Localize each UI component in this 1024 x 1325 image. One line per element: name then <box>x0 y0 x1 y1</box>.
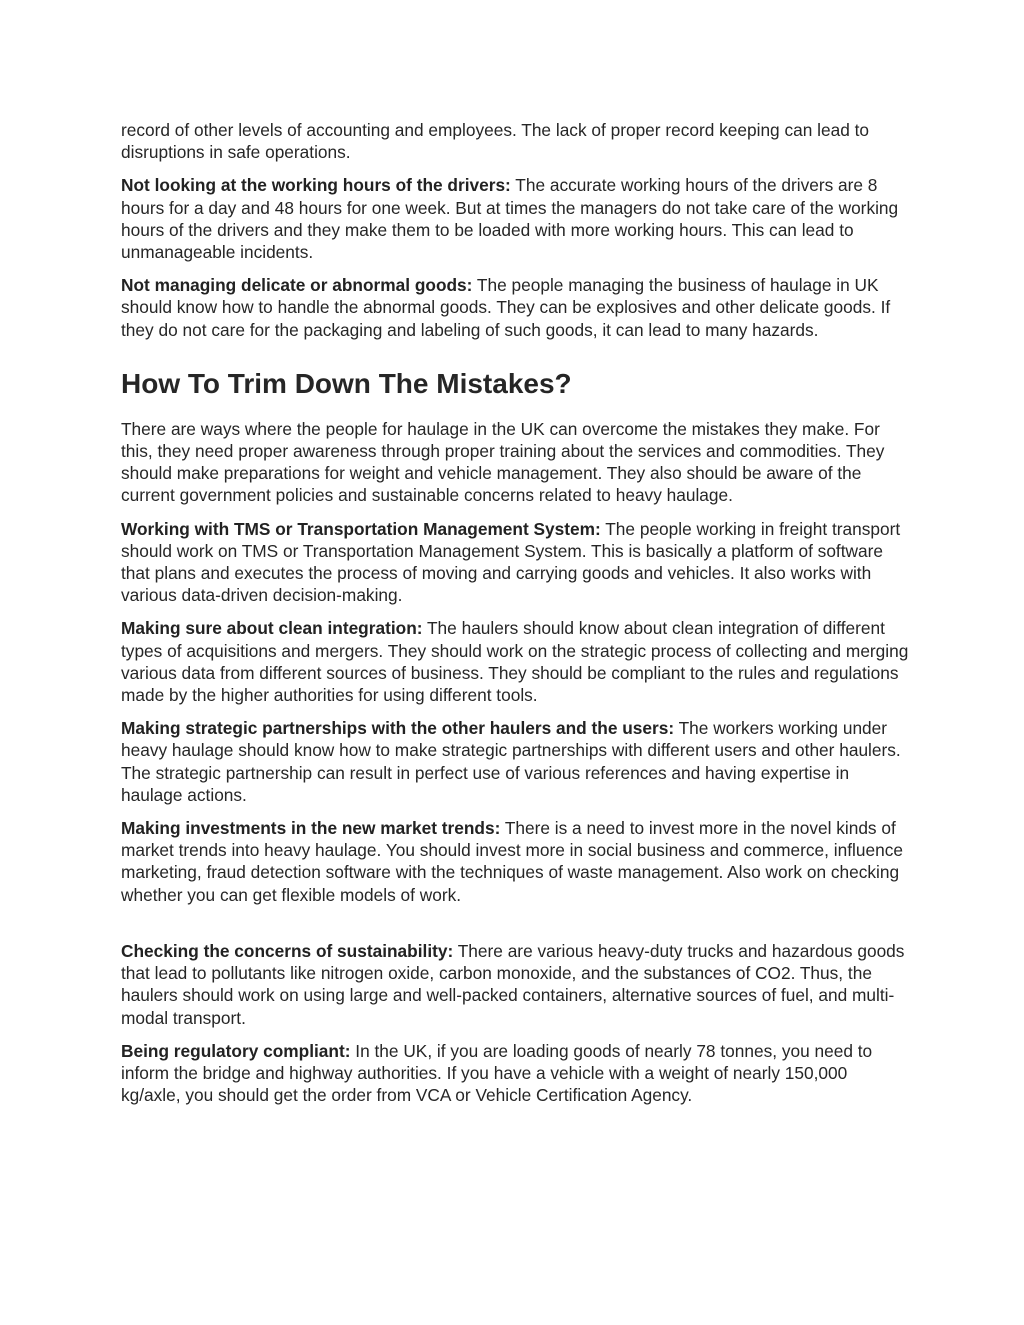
section-heading: How To Trim Down The Mistakes? <box>121 367 572 399</box>
point-text: There is a need to invest more in the novel kinds of market trends into heavy haulage. You should invest more in social business and commerce, influence marketing, fraud detection software with the techniques of waste management. Also work on checking whether you can get flexible models of work. <box>121 818 903 905</box>
mistake-paragraph-abnormal-goods <box>121 274 911 341</box>
point-text: In the UK, if you are loading goods of nearly 78 tonnes, you need to inform the bridge and highway authorities. If you have a vehicle with a weight of nearly 150,000 kg/axle, you should get the order from VCA or Vehicle Certification Agency. <box>121 1040 873 1106</box>
point-text: The workers working under heavy haulage should know how to make strategic partnerships with different users and other haulers. The strategic partnership can result in perfect use of various references and having expertise in haulage actions. <box>121 718 901 805</box>
point-paragraph-investments <box>121 817 911 906</box>
intro-paragraph: record of other levels of accounting and employees. The lack of proper record keeping can lead to disruptions in safe operations. <box>121 120 870 163</box>
point-title: Checking the concerns of sustainability: <box>121 940 454 961</box>
section-intro-paragraph: There are ways where the people for haulage in the UK can overcome the mistakes they make. For this, they need proper awareness through proper training about the services and commodities. They should make preparations for weight and vehicle management. They also should be aware of the current government policies and sustainable concerns related to heavy haulage. <box>121 418 885 506</box>
point-text: The haulers should know about clean integration of different types of acquisitions and mergers. They should work on the strategic process of collecting and merging various data from different sources of business. They should be compliant to the rules and regulations made by the higher authorities for using different tools. <box>121 618 909 706</box>
mistake-paragraph-driver-hours <box>121 174 911 263</box>
point-text: There are various heavy-duty trucks and hazardous goods that lead to pollutants like nitrogen oxide, carbon monoxide, and the substances of CO2. Thus, the haulers should work on using large and well-packed containers, alternative sources of fuel, and multi-modal transport. <box>121 940 905 1028</box>
point-title: Making investments in the new market trends: <box>121 818 501 839</box>
mistake-text: The accurate working hours of the drivers are 8 hours for a day and 48 hours for one week. But at times the managers do not take care of the working hours of the drivers and they make them to be loaded with more working hours. This can lead to unmanageable incidents. <box>121 175 899 263</box>
point-paragraph-regulatory <box>121 1040 911 1107</box>
mistake-title: Not looking at the working hours of the drivers: <box>121 175 511 196</box>
point-paragraph-partnerships <box>121 717 911 806</box>
point-paragraph-clean-integration <box>121 617 911 706</box>
point-paragraph-tms <box>121 518 911 607</box>
point-title: Making sure about clean integration: <box>121 618 423 639</box>
mistake-text: The people managing the business of haulage in UK should know how to handle the abnormal goods. They can be explosives and other delicate goods. If they do not care for the packaging and labeling of such goods, it can lead to many hazards. <box>121 275 891 340</box>
mistake-title: Not managing delicate or abnormal goods: <box>121 275 473 296</box>
point-title: Being regulatory compliant: <box>121 1040 351 1061</box>
document-page <box>121 119 911 1117</box>
point-paragraph-sustainability <box>121 940 911 1029</box>
point-title: Making strategic partnerships with the other haulers and the users: <box>121 718 675 739</box>
point-text: The people working in freight transport should work on TMS or Transportation Management System. This is basically a platform of software that plans and executes the process of moving and carrying goods and vehicles. It also works with various data-driven decision-making. <box>121 518 901 606</box>
point-title: Working with TMS or Transportation Management System: <box>121 518 601 539</box>
